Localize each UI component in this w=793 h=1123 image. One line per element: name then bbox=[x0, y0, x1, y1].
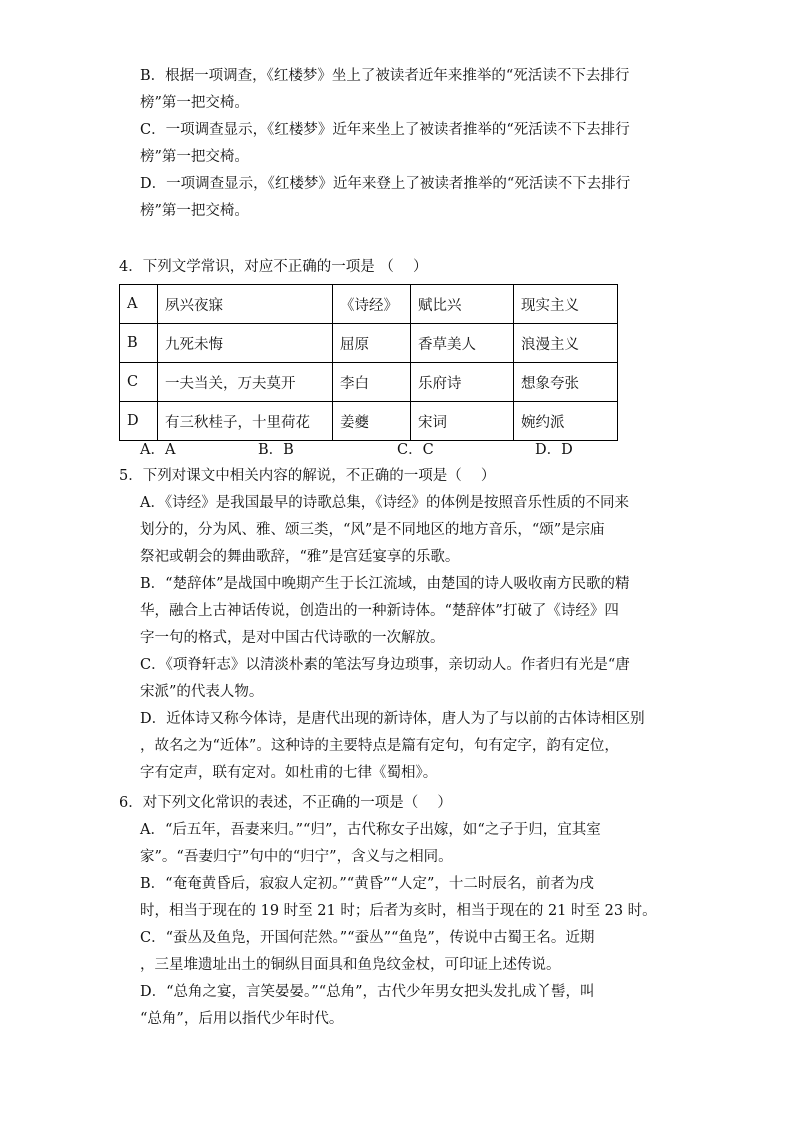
q6-option-a-line1: A．“后五年，吾妻来归。”“归”，古代称女子出嫁，如“之子于归，宜其室 bbox=[140, 822, 601, 838]
q6-stem: 6．对下列文化常识的表述，不正确的一项是（ ） bbox=[119, 795, 452, 811]
table-cell: 一夫当关，万夫莫开 bbox=[158, 363, 333, 402]
q3-option-b-line1: B．根据一项调查，《红楼梦》坐上了被读者近年来推举的“死活读不下去排行 bbox=[140, 68, 630, 84]
table-cell: 李白 bbox=[333, 363, 411, 402]
table-cell: C bbox=[120, 363, 158, 402]
q5-option-b-line1: B．“楚辞体”是战国中晚期产生于长江流域，由楚国的诗人吸收南方民歌的精 bbox=[140, 576, 630, 592]
q5-option-b-line3: 字一句的格式，是对中国古代诗歌的一次解放。 bbox=[140, 630, 445, 646]
table-row bbox=[120, 363, 618, 402]
q5-option-d-line3: 字有定声，联有定对。如杜甫的七律《蜀相》。 bbox=[140, 765, 438, 781]
q5-option-c-line2: 宋派”的代表人物。 bbox=[140, 684, 264, 700]
table-cell: 浪漫主义 bbox=[514, 324, 618, 363]
q6-option-d-line1: D．“总角之宴，言笑晏晏。”“总角”，古代少年男女把头发扎成丫髻，叫 bbox=[140, 984, 595, 1000]
q6-option-c-line2: ，三星堆遗址出土的铜纵目面具和鱼凫纹金杖，可印证上述传说。 bbox=[140, 957, 561, 973]
q5-stem: 5．下列对课文中相关内容的解说，不正确的一项是（ ） bbox=[119, 468, 496, 484]
q5-option-c-line1: C．《项脊轩志》以清淡朴素的笔法写身边琐事，亲切动人。作者归有光是“唐 bbox=[140, 657, 630, 673]
table-cell: D bbox=[120, 402, 158, 441]
q5-option-d-line2: ，故名之为“近体”。这种诗的主要特点是篇有定句，句有定字，韵有定位， bbox=[140, 738, 619, 754]
q5-option-a-line1: A．《诗经》是我国最早的诗歌总集，《诗经》的体例是按照音乐性质的不同来 bbox=[140, 495, 629, 511]
table-row bbox=[120, 324, 618, 363]
q6-option-b-line1: B．“奄奄黄昏后，寂寂人定初。”“黄昏”“人定”，十二时辰名，前者为戌 bbox=[140, 876, 594, 892]
table-cell: 现实主义 bbox=[514, 285, 618, 324]
q4-stem: 4．下列文学常识，对应不正确的一项是 （ ） bbox=[119, 259, 428, 275]
table-cell: 夙兴夜寐 bbox=[158, 285, 333, 324]
table-cell: 《诗经》 bbox=[333, 285, 411, 324]
table-cell: 香草美人 bbox=[411, 324, 514, 363]
q6-option-d-line2: “总角”，后用以指代少年时代。 bbox=[140, 1011, 344, 1027]
q3-option-c-line2: 榜”第一把交椅。 bbox=[140, 149, 249, 165]
q4-answer-b: B．B bbox=[258, 442, 294, 458]
table-cell: 赋比兴 bbox=[411, 285, 514, 324]
table-cell: 想象夸张 bbox=[514, 363, 618, 402]
q3-option-d-line1: D．一项调查显示，《红楼梦》近年来登上了被读者推举的“死活读不下去排行 bbox=[140, 176, 631, 192]
table-cell: 婉约派 bbox=[514, 402, 618, 441]
q3-option-d-line2: 榜”第一把交椅。 bbox=[140, 203, 249, 219]
q5-option-a-line2: 划分的，分为风、雅、颂三类，“风”是不同地区的地方音乐，“颂”是宗庙 bbox=[140, 522, 605, 538]
table-row bbox=[120, 285, 618, 324]
q5-option-d-line1: D．近体诗又称今体诗，是唐代出现的新诗体，唐人为了与以前的古体诗相区别 bbox=[140, 711, 645, 727]
literature-table bbox=[119, 284, 618, 441]
table-cell: 宋词 bbox=[411, 402, 514, 441]
q5-option-b-line2: 华，融合上古神话传说，创造出的一种新诗体。“楚辞体”打破了《诗经》四 bbox=[140, 603, 619, 619]
table-cell: 乐府诗 bbox=[411, 363, 514, 402]
q6-option-b-line2: 时，相当于现在的 19 时至 21 时；后者为亥时，相当于现在的 21 时至 23 时。 bbox=[140, 903, 657, 919]
q4-answer-d: D．D bbox=[535, 442, 573, 458]
table-cell: 九死未悔 bbox=[158, 324, 333, 363]
table-cell: A bbox=[120, 285, 158, 324]
q4-answer-c: C．C bbox=[397, 442, 434, 458]
q5-option-a-line3: 祭祀或朝会的舞曲歌辞，“雅”是宫廷宴享的乐歌。 bbox=[140, 549, 460, 565]
q4-answer-a: A．A bbox=[140, 442, 176, 458]
table-cell: 姜夔 bbox=[333, 402, 411, 441]
table-cell: 有三秋桂子，十里荷花 bbox=[158, 402, 333, 441]
table-row bbox=[120, 402, 618, 441]
q3-option-b-line2: 榜”第一把交椅。 bbox=[140, 95, 249, 111]
q3-option-c-line1: C．一项调查显示，《红楼梦》近年来坐上了被读者推举的“死活读不下去排行 bbox=[140, 122, 630, 138]
table-cell: 屈原 bbox=[333, 324, 411, 363]
q6-option-c-line1: C．“蚕丛及鱼凫，开国何茫然。”“蚕丛”“鱼凫”，传说中古蜀王名。近期 bbox=[140, 930, 595, 946]
q6-option-a-line2: 家”。“吾妻归宁”句中的“归宁”，含义与之相同。 bbox=[140, 849, 453, 865]
table-cell: B bbox=[120, 324, 158, 363]
